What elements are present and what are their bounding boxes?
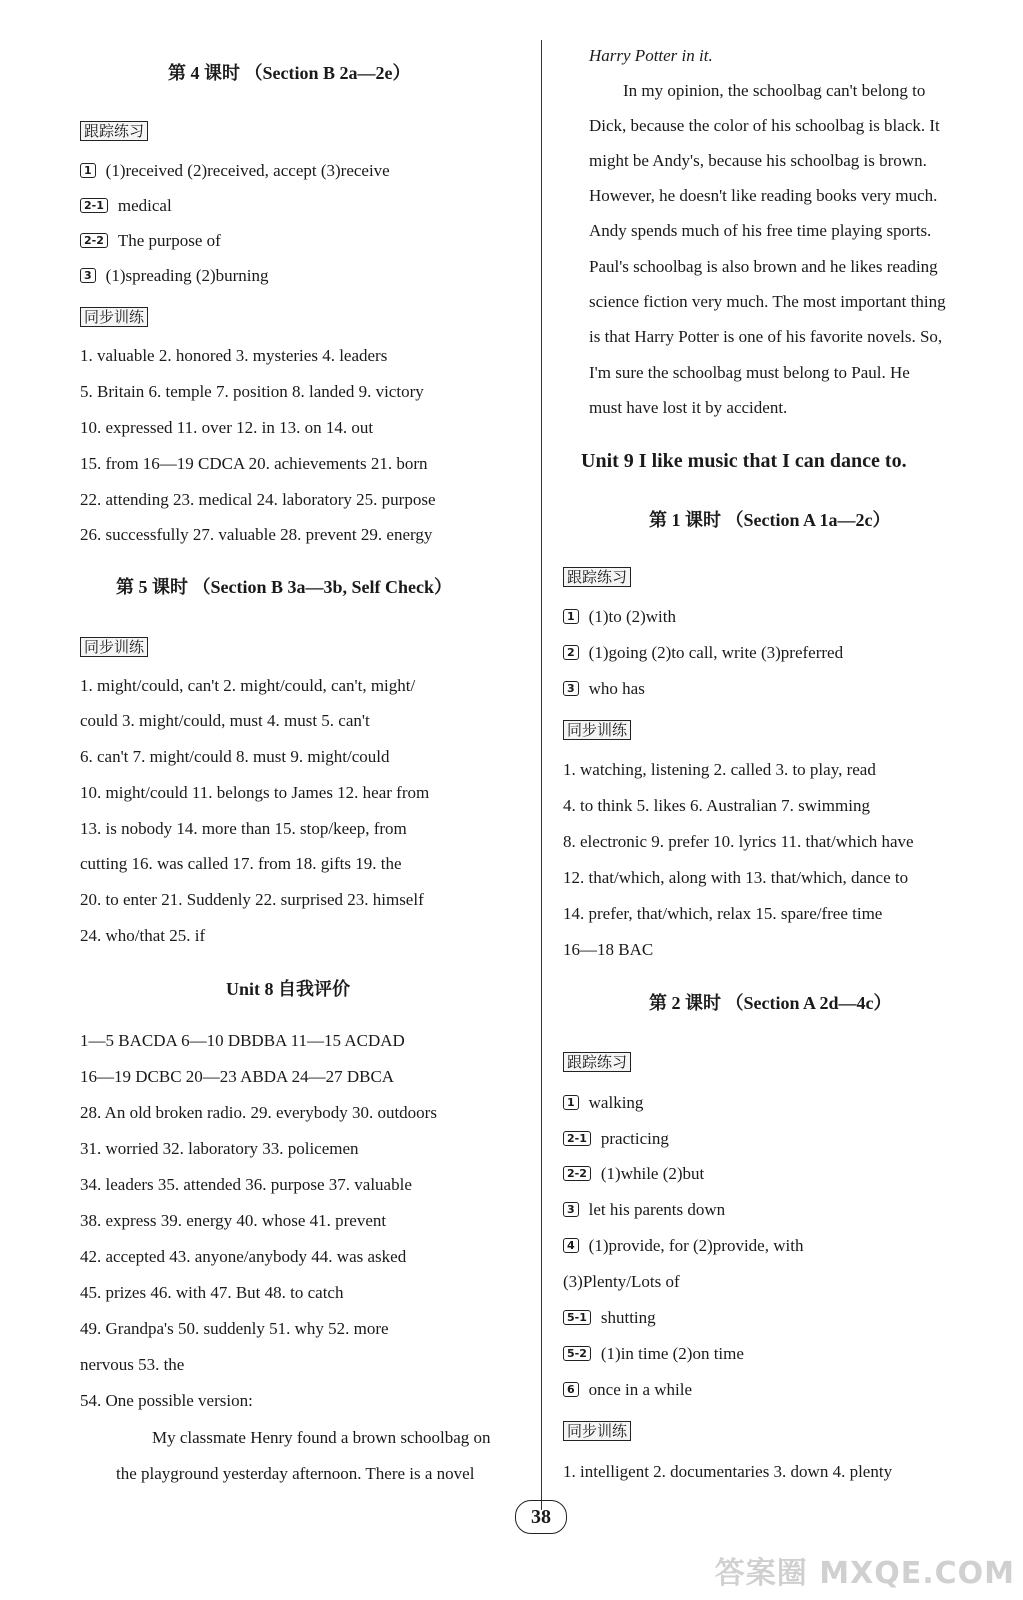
answer-line: 15. from 16—19 CDCA 20. achievements 21. born xyxy=(80,454,428,473)
answer-line: 1. intelligent 2. documentaries 3. down 4. plenty xyxy=(563,1462,893,1481)
answer-line: 1 walking xyxy=(563,1092,643,1114)
answer-line: could 3. might/could, must 4. must 5. can't xyxy=(80,711,370,730)
question-tag: 3 xyxy=(563,1202,579,1217)
essay-line: science fiction very much. The most important thing xyxy=(589,292,946,311)
question-tag: 3 xyxy=(563,681,579,696)
answer-line: 6. can't 7. might/could 8. must 9. might/could xyxy=(80,747,390,766)
answer-line: 2-1 practicing xyxy=(563,1128,669,1150)
question-tag: 6 xyxy=(563,1382,579,1397)
essay-line: must have lost it by accident. xyxy=(589,398,788,417)
tracking-label: 跟踪练习 xyxy=(80,121,148,141)
sync-training-label: 同步训练 xyxy=(80,637,148,657)
answer-line: 10. might/could 11. belongs to James 12. hear from xyxy=(80,783,430,802)
sync-training-label: 同步训练 xyxy=(80,307,148,327)
tracking-label: 跟踪练习 xyxy=(563,567,631,587)
answer-line: 22. attending 23. medical 24. laboratory 25. purpose xyxy=(80,490,436,509)
question-tag: 1 xyxy=(563,609,579,624)
answer-line: 1 (1)to (2)with xyxy=(563,606,676,628)
answer-line: (3)Plenty/Lots of xyxy=(563,1272,680,1291)
question-tag: 4 xyxy=(563,1238,579,1253)
answer-line: 3 who has xyxy=(563,678,645,700)
answer-line: 4 (1)provide, for (2)provide, with xyxy=(563,1235,803,1257)
answer-line: 5-2 (1)in time (2)on time xyxy=(563,1343,744,1365)
answer-line: 26. successfully 27. valuable 28. prevent 29. energy xyxy=(80,525,433,544)
answer-line: 1—5 BACDA 6—10 DBDBA 11—15 ACDAD xyxy=(80,1031,405,1050)
answer-line: 24. who/that 25. if xyxy=(80,926,206,945)
answer-line: 8. electronic 9. prefer 10. lyrics 11. that/which have xyxy=(563,832,914,851)
answer-line: 2-2 (1)while (2)but xyxy=(563,1163,704,1185)
answer-line: 4. to think 5. likes 6. Australian 7. swimming xyxy=(563,796,870,815)
unit-title: Unit 8 自我评价 xyxy=(226,979,351,999)
sync-training-label: 同步训练 xyxy=(563,720,631,740)
essay-line: is that Harry Potter is one of his favorite novels. So, xyxy=(589,327,943,346)
answer-line: 1. might/could, can't 2. might/could, can't, might/ xyxy=(80,676,416,695)
tracking-label: 跟踪练习 xyxy=(563,1052,631,1072)
question-tag: 5-2 xyxy=(563,1346,591,1361)
answer-line: 10. expressed 11. over 12. in 13. on 14. out xyxy=(80,418,374,437)
answer-line: 6 once in a while xyxy=(563,1379,692,1401)
answer-line: 5. Britain 6. temple 7. position 8. landed 9. victory xyxy=(80,382,424,401)
answer-line: 3 (1)spreading (2)burning xyxy=(80,265,269,287)
question-tag: 5-1 xyxy=(563,1310,591,1325)
answer-line: 54. One possible version: xyxy=(80,1391,253,1410)
question-tag: 2 xyxy=(563,645,579,660)
essay-line: In my opinion, the schoolbag can't belong to xyxy=(623,81,926,100)
essay-line: Harry Potter in it. xyxy=(589,46,713,65)
essay-line: Dick, because the color of his schoolbag is black. It xyxy=(589,116,940,135)
answer-line: 2-1 medical xyxy=(80,195,172,217)
answer-line: 34. leaders 35. attended 36. purpose 37. valuable xyxy=(80,1175,412,1194)
essay-line: However, he doesn't like reading books very much. xyxy=(589,186,938,205)
column-divider xyxy=(541,40,542,1510)
answer-line: 2 (1)going (2)to call, write (3)preferred xyxy=(563,642,843,664)
answer-line: 42. accepted 43. anyone/anybody 44. was asked xyxy=(80,1247,407,1266)
page-number: 38 xyxy=(515,1500,567,1534)
question-tag: 2-2 xyxy=(563,1166,591,1181)
essay-line: the playground yesterday afternoon. There is a novel xyxy=(116,1464,475,1483)
question-tag: 2-2 xyxy=(80,233,108,248)
answer-line: 2-2 The purpose of xyxy=(80,230,221,252)
essay-line: Andy spends much of his free time playing sports. xyxy=(589,221,932,240)
section-title: 第 4 课时 （Section B 2a—2e） xyxy=(168,63,411,83)
answer-line: 28. An old broken radio. 29. everybody 30. outdoors xyxy=(80,1103,437,1122)
answer-line: 20. to enter 21. Suddenly 22. surprised 23. himself xyxy=(80,890,424,909)
answer-line: 12. that/which, along with 13. that/which, dance to xyxy=(563,868,909,887)
answer-line: 49. Grandpa's 50. suddenly 51. why 52. more xyxy=(80,1319,389,1338)
question-tag: 2-1 xyxy=(563,1131,591,1146)
watermark-logo: 答案圈 MXQE.COM xyxy=(714,1556,1015,1591)
essay-line: might be Andy's, because his schoolbag is brown. xyxy=(589,151,927,170)
answer-line: 45. prizes 46. with 47. But 48. to catch xyxy=(80,1283,344,1302)
section-title: 第 2 课时 （Section A 2d—4c） xyxy=(649,993,892,1013)
essay-line: Paul's schoolbag is also brown and he likes reading xyxy=(589,257,938,276)
answer-line: 1 (1)received (2)received, accept (3)receive xyxy=(80,160,390,182)
answer-line: 1. valuable 2. honored 3. mysteries 4. leaders xyxy=(80,346,388,365)
section-title: 第 1 课时 （Section A 1a—2c） xyxy=(649,510,891,530)
essay-line: I'm sure the schoolbag must belong to Paul. He xyxy=(589,363,910,382)
unit-title: Unit 9 I like music that I can dance to. xyxy=(581,450,907,472)
answer-line: 13. is nobody 14. more than 15. stop/keep, from xyxy=(80,819,407,838)
essay-line: My classmate Henry found a brown schoolbag on xyxy=(152,1428,491,1447)
answer-line: 31. worried 32. laboratory 33. policemen xyxy=(80,1139,359,1158)
sync-training-label: 同步训练 xyxy=(563,1421,631,1441)
answer-line: 16—18 BAC xyxy=(563,940,654,959)
question-tag: 1 xyxy=(563,1095,579,1110)
answer-line: 1. watching, listening 2. called 3. to play, read xyxy=(563,760,876,779)
question-tag: 2-1 xyxy=(80,198,108,213)
section-title: 第 5 课时 （Section B 3a—3b, Self Check） xyxy=(116,577,453,597)
answer-line: 14. prefer, that/which, relax 15. spare/free time xyxy=(563,904,883,923)
answer-line: 5-1 shutting xyxy=(563,1307,656,1329)
question-tag: 3 xyxy=(80,268,96,283)
answer-line: cutting 16. was called 17. from 18. gifts 19. the xyxy=(80,854,402,873)
answer-line: nervous 53. the xyxy=(80,1355,185,1374)
question-tag: 1 xyxy=(80,163,96,178)
answer-line: 38. express 39. energy 40. whose 41. prevent xyxy=(80,1211,387,1230)
answer-line: 3 let his parents down xyxy=(563,1199,725,1221)
answer-line: 16—19 DCBC 20—23 ABDA 24—27 DBCA xyxy=(80,1067,395,1086)
